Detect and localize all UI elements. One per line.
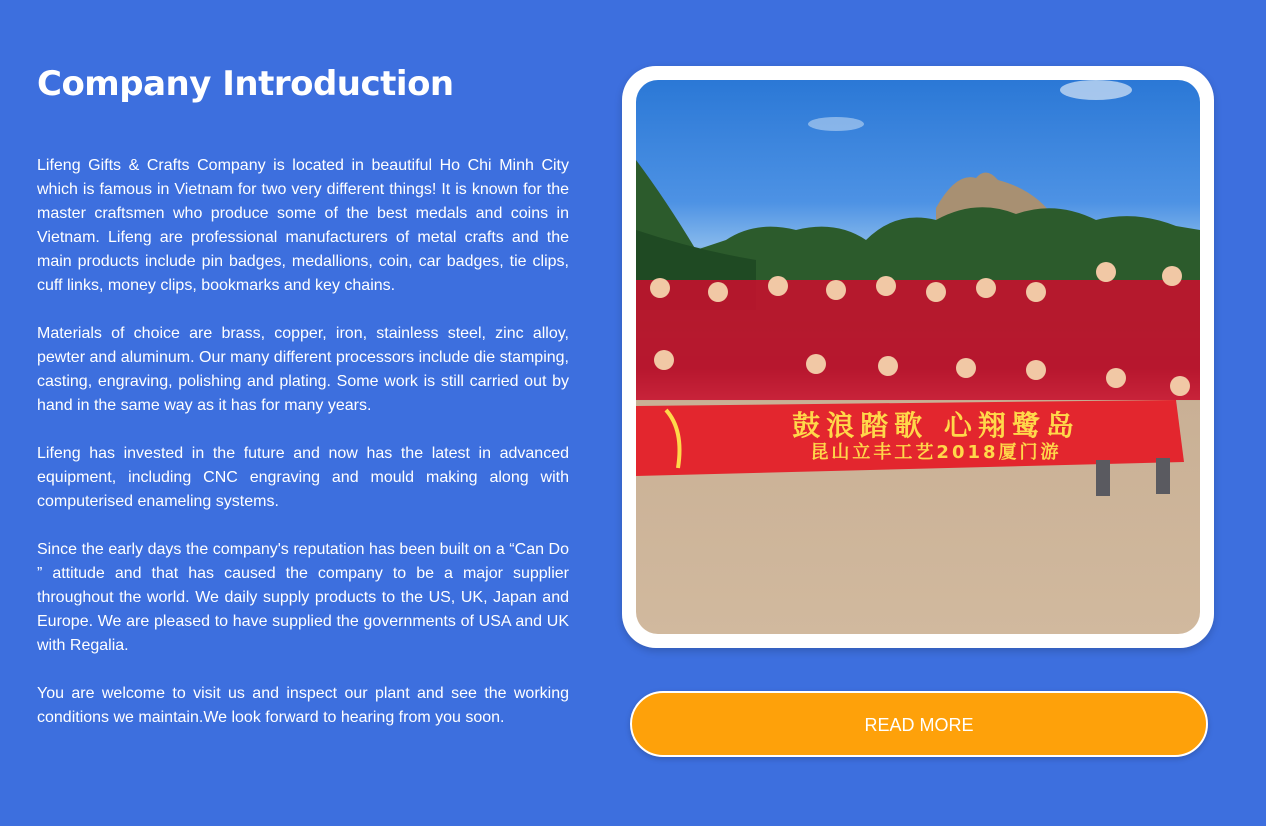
team-photo-illustration bbox=[636, 80, 1200, 634]
banner-main-text: 鼓浪踏歌 心翔鹭岛 bbox=[792, 409, 1080, 442]
team-photo-frame bbox=[622, 66, 1214, 648]
intro-paragraph-1: Lifeng Gifts & Crafts Company is located in beautiful Ho Chi Minh City which is famous in Vietnam for two very different things! It is known for the master craftsmen who produce some of the best medals and coins in Vietnam. Lifeng are professional manufacturers of metal crafts and the main products include pin badges, medallions, coin, car badges, tie clips, cuff links, money clips, bookmarks and key chains. bbox=[37, 157, 569, 294]
intro-paragraph-5: You are welcome to visit us and inspect our plant and see the working conditions we maintain.We look forward to hearing from you soon. bbox=[37, 685, 569, 726]
team-photo bbox=[636, 80, 1200, 634]
page-title: Company Introduction bbox=[37, 64, 454, 104]
intro-paragraph-3: Lifeng has invested in the future and now has the latest in advanced equipment, including CNC engraving and mould making along with computerised enameling systems. bbox=[37, 445, 569, 510]
intro-paragraph-4: Since the early days the company's reputation has been built on a “Can Do ” attitude and that has caused the company to be a major supplier throughout the world. We daily supply products to the US, UK, Japan and Europe. We are pleased to have supplied the governments of USA and UK with Regalia. bbox=[37, 541, 569, 654]
banner-sub-text: 昆山立丰工艺2018厦门游 bbox=[810, 442, 1062, 463]
company-introduction-text bbox=[37, 154, 569, 754]
intro-paragraph-2: Materials of choice are brass, copper, iron, stainless steel, zinc alloy, pewter and aluminum. Our many different processors include die stamping, casting, engraving, polishing and plating. Some work is still carried out by hand in the same way as it has for many years. bbox=[37, 325, 569, 414]
read-more-button[interactable]: READ MORE bbox=[630, 691, 1208, 757]
banner-text bbox=[716, 410, 1156, 464]
